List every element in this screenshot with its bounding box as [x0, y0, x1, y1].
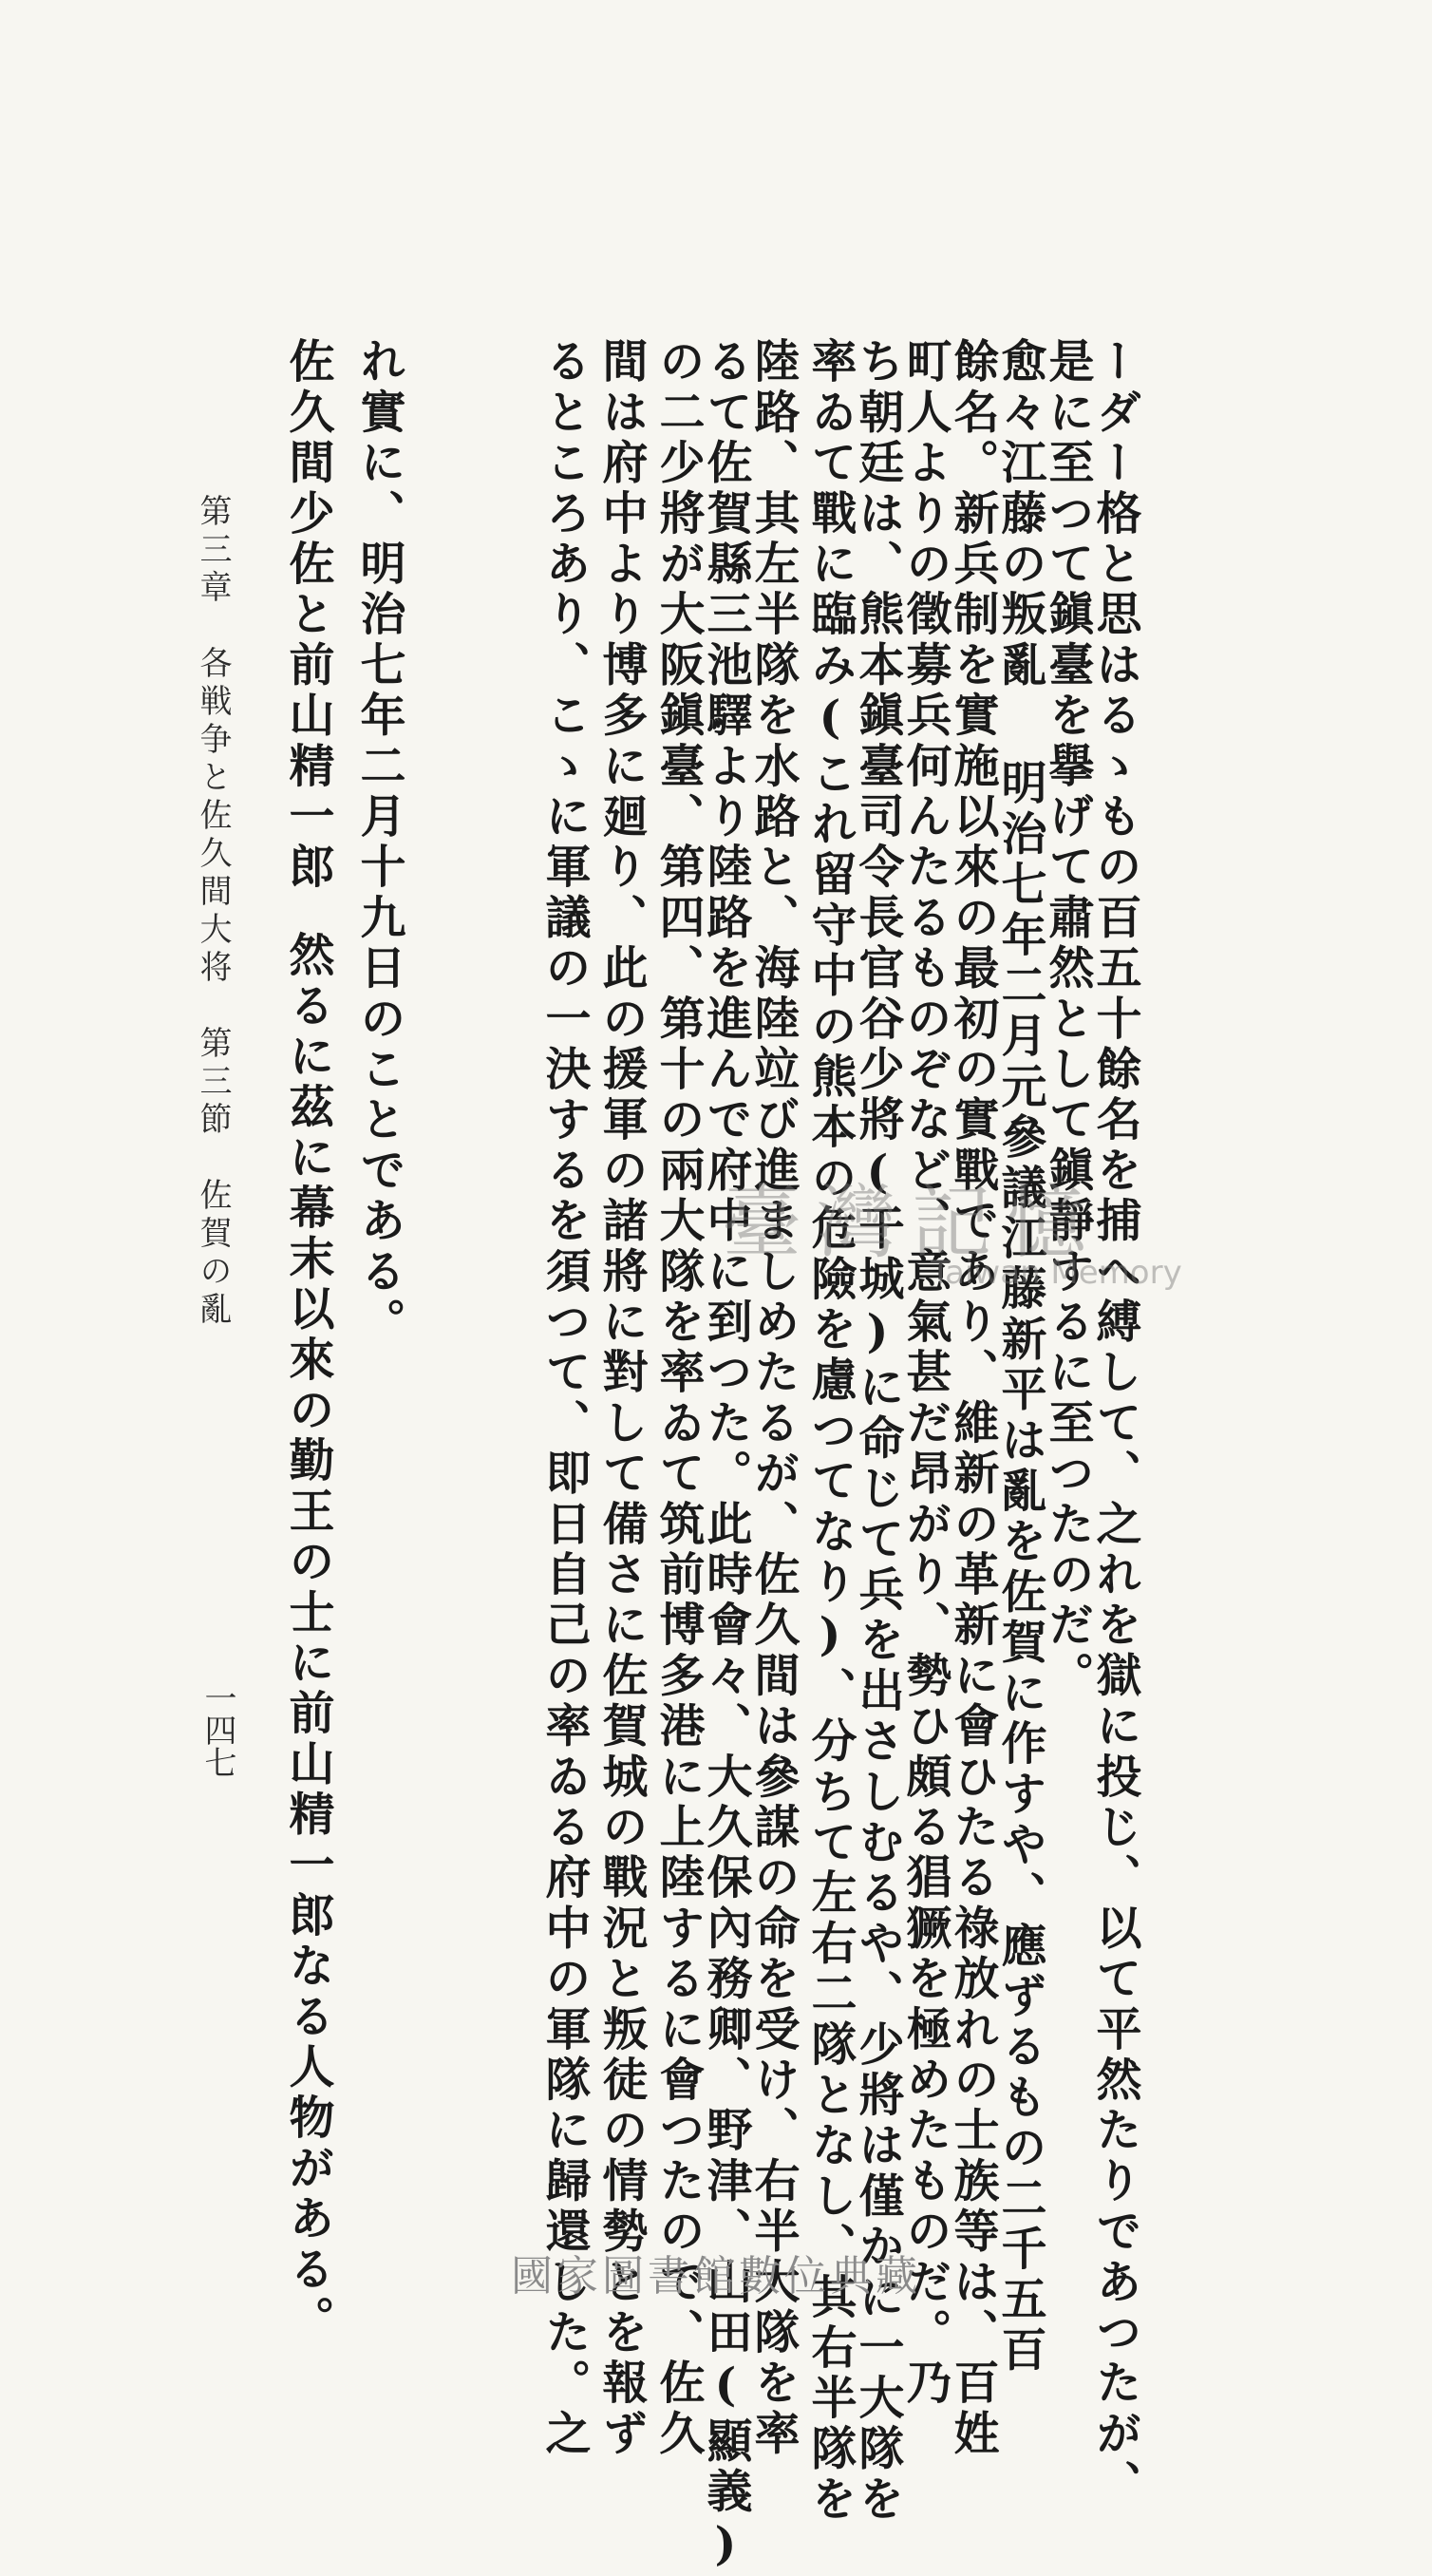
text-column-12: れ實に、明治七年二月十九日のことである。 — [352, 337, 405, 1348]
section-heading: 愈々江藤の叛亂 — [993, 337, 1046, 691]
text-column-3: 餘名。新兵制を實施以來の最初の實戰であり、維新の革新に會ひたる祿放れの士族等は、百姓 — [946, 337, 999, 2460]
text-column-5: ち朝廷は、熊本鎭臺司令長官谷少將(干城)に命じて兵を出さしむるや、少將は僅かに一大隊を — [851, 337, 904, 2526]
running-title: 第三章 各戦争と佐久間大将 第三節 佐賀の亂 — [194, 494, 232, 1330]
section-text: 然るに茲に幕末以來の勤王の士に前山精一郎なる人物がある。 — [281, 931, 334, 2346]
text-column-9: の二少將が大阪鎭臺、第四、第十の兩大隊を率ゐて筑前博多港に上陸するに會つたので、佐久 — [651, 337, 705, 2460]
page-number: 一四七 — [198, 1681, 236, 1778]
section-text: 明治七年二月元參議江藤新平は亂を佐賀に作すや、應ずるもの二千五百 — [993, 759, 1046, 2377]
text-column-10: 間は府中より博多に廻り、此の援軍の諸將に對して備さに佐賀城の戰況と叛徒の情勢とを報ず — [594, 337, 648, 2460]
text-column-2: 是に至つて鎭臺を擧げて肅然として鎭靜するに至つたのだ。 — [1041, 337, 1094, 1702]
section-heading-eto-rebellion — [993, 337, 1046, 2377]
text-column-8: るて佐賀縣三池驛より陸路を進んで府中に到つた。此時會々、大久保內務卿、野津、山田(顯義) — [699, 337, 752, 2576]
watermark-subtitle: Taiwan Memory — [931, 1254, 1182, 1292]
text-column-1: ーダー格と思はるゝもの百五十餘名を捕へ縛して、之れを獄に投じ、以て平然たりであつたが、 — [1088, 337, 1141, 2510]
section-heading: 佐久間少佐と前山精一郎 — [281, 337, 334, 894]
text-column-11: るところあり、こゝに軍議の一決するを須つて、即日自己の率ゐる府中の軍隊に歸還した。之 — [537, 337, 591, 2460]
text-column-7: 陸路、其左半隊を水路と、海陸竝び進ましめたるが、佐久間は參謀の命を受け、右半大隊を率 — [746, 337, 800, 2460]
watermark-title: 臺灣記憶 — [722, 1176, 1102, 1269]
section-heading-sakuma-maeyama — [281, 337, 334, 2346]
text-column-6: 率ゐて戰に臨み(これ留守中の熊本の危險を慮つてなり)、分ちて左右二隊となし、其右半隊を — [803, 337, 857, 2526]
footer-label: 國家圖書館數位典藏 — [511, 2252, 921, 2301]
text-column-4: 町人よりの徵募兵何んたるものぞなど、意氣甚だ昂がり、勢ひ頗る猖獗を極めたものだ。乃 — [898, 337, 952, 2410]
